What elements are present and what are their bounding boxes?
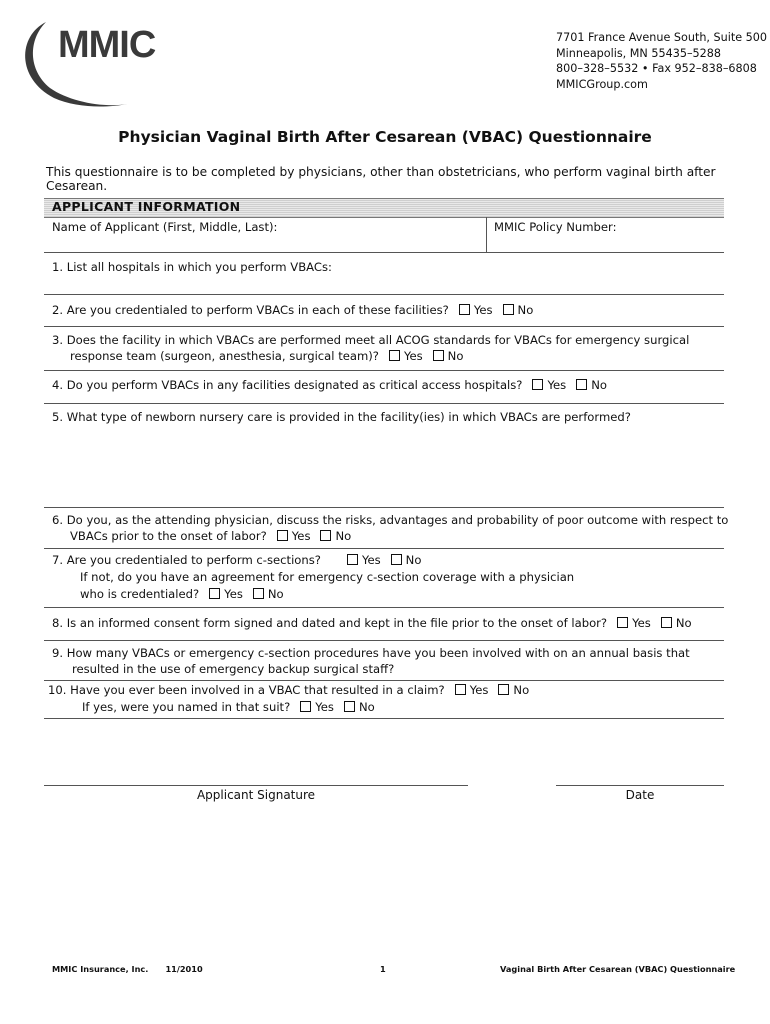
- question-7-followup: If not, do you have an agreement for emergency c-section coverage with a physician: [80, 570, 575, 584]
- question-9-continued: resulted in the use of emergency backup surgical staff?: [72, 662, 395, 676]
- question-8-text: 8. Is an informed consent form signed and dated and kept in the file prior to the onset of labor?: [52, 616, 608, 630]
- date-line[interactable]: [556, 785, 724, 786]
- question-3-text: response team (surgeon, anesthesia, surgical team)?: [70, 349, 379, 363]
- yes-label: Yes: [473, 303, 493, 317]
- yes-label: Yes: [403, 349, 423, 363]
- section-title: APPLICANT INFORMATION: [52, 199, 241, 214]
- q8-no-checkbox[interactable]: [661, 617, 672, 628]
- q7-no-checkbox[interactable]: [391, 554, 402, 565]
- question-10-followup-text: If yes, were you named in that suit?: [82, 700, 291, 714]
- yes-label: Yes: [632, 616, 651, 630]
- q10-no-checkbox[interactable]: [498, 684, 509, 695]
- question-6-continued: [70, 528, 351, 545]
- divider: [44, 403, 724, 404]
- yes-label: Yes: [224, 587, 243, 601]
- footer-page-number: 1: [380, 964, 386, 974]
- q7-yes-checkbox[interactable]: [347, 554, 358, 565]
- question-2-text: 2. Are you credentialed to perform VBACs in each of these facilities?: [52, 303, 449, 317]
- footer-document-title: Vaginal Birth After Cesarean (VBAC) Questionnaire: [500, 964, 736, 974]
- q2-yes-checkbox[interactable]: [459, 304, 470, 315]
- yes-label: Yes: [361, 553, 381, 567]
- question-3: 3. Does the facility in which VBACs are performed meet all ACOG standards for VBACs for emergency surgical: [52, 333, 690, 347]
- question-7-followup-2: [80, 586, 284, 603]
- question-6-text: VBACs prior to the onset of labor?: [70, 529, 267, 543]
- q6-no-checkbox[interactable]: [320, 530, 331, 541]
- q4-yes-checkbox[interactable]: [532, 379, 543, 390]
- no-label: No: [358, 700, 375, 714]
- divider: [44, 326, 724, 327]
- divider: [44, 507, 724, 508]
- address-line-phone: 800–328–5532 • Fax 952–838–6808: [556, 62, 757, 75]
- question-7-followup-text: who is credentialed?: [80, 587, 200, 601]
- date-caption: Date: [625, 788, 655, 802]
- question-7-text: 7. Are you credentialed to perform c-sections?: [52, 553, 321, 567]
- page-title: Physician Vaginal Birth After Cesarean (VBAC) Questionnaire: [118, 128, 652, 146]
- question-10-text: 10. Have you ever been involved in a VBAC that resulted in a claim?: [48, 683, 445, 697]
- question-4: [52, 377, 607, 394]
- company-address: [556, 30, 767, 92]
- question-10: [48, 682, 529, 699]
- address-line-web: MMICGroup.com: [556, 77, 648, 91]
- question-9: 9. How many VBACs or emergency c-section procedures have you been involved with on an annual basis that: [52, 646, 690, 660]
- question-6: 6. Do you, as the attending physician, discuss the risks, advantages and probability of poor outcome with respect to: [52, 513, 729, 527]
- q6-yes-checkbox[interactable]: [277, 530, 288, 541]
- question-5: 5. What type of newborn nursery care is provided in the facility(ies) in which VBACs are performed?: [52, 410, 631, 424]
- q10b-no-checkbox[interactable]: [344, 701, 355, 712]
- no-label: No: [513, 683, 530, 697]
- no-label: No: [405, 553, 422, 567]
- no-label: No: [335, 529, 352, 543]
- address-line-city: Minneapolis, MN 55435–5288: [556, 46, 722, 60]
- footer-company-date: MMIC Insurance, Inc. 11/2010: [52, 964, 203, 974]
- q4-no-checkbox[interactable]: [576, 379, 587, 390]
- divider: [44, 640, 724, 641]
- divider: [44, 252, 724, 253]
- policy-number-label: MMIC Policy Number:: [494, 220, 617, 234]
- q2-no-checkbox[interactable]: [503, 304, 514, 315]
- address-line-street: 7701 France Avenue South, Suite 500: [556, 31, 768, 44]
- divider: [44, 680, 724, 681]
- mmic-logo: MMIC: [58, 24, 156, 66]
- question-2: [52, 302, 533, 319]
- question-7: [52, 552, 421, 569]
- applicant-signature-caption: Applicant Signature: [196, 788, 316, 802]
- q10-yes-checkbox[interactable]: [455, 684, 466, 695]
- question-3-continued: [70, 348, 463, 365]
- divider: [486, 217, 487, 252]
- applicant-name-label: Name of Applicant (First, Middle, Last):: [52, 220, 278, 234]
- no-label: No: [517, 303, 534, 317]
- yes-label: Yes: [469, 683, 489, 697]
- q8-yes-checkbox[interactable]: [617, 617, 628, 628]
- yes-label: Yes: [547, 378, 567, 392]
- question-10-followup: [82, 699, 375, 716]
- divider: [44, 548, 724, 549]
- q10b-yes-checkbox[interactable]: [300, 701, 311, 712]
- yes-label: Yes: [291, 529, 311, 543]
- question-1: 1. List all hospitals in which you perform VBACs:: [52, 260, 332, 274]
- no-label: No: [675, 616, 692, 630]
- intro-text: This questionnaire is to be completed by physicians, other than obstetricians, who perform vaginal birth after Cesarean.: [46, 165, 716, 193]
- yes-label: Yes: [315, 700, 334, 714]
- divider: [44, 370, 724, 371]
- divider: [44, 607, 724, 608]
- divider: [44, 294, 724, 295]
- q3-no-checkbox[interactable]: [433, 350, 444, 361]
- no-label: No: [267, 587, 284, 601]
- no-label: No: [591, 378, 607, 392]
- q7b-no-checkbox[interactable]: [253, 588, 264, 599]
- divider: [44, 718, 724, 719]
- applicant-signature-line[interactable]: [44, 785, 468, 786]
- q3-yes-checkbox[interactable]: [389, 350, 400, 361]
- q7b-yes-checkbox[interactable]: [209, 588, 220, 599]
- no-label: No: [447, 349, 464, 363]
- question-8: [52, 615, 692, 632]
- question-4-text: 4. Do you perform VBACs in any facilities designated as critical access hospitals?: [52, 378, 523, 392]
